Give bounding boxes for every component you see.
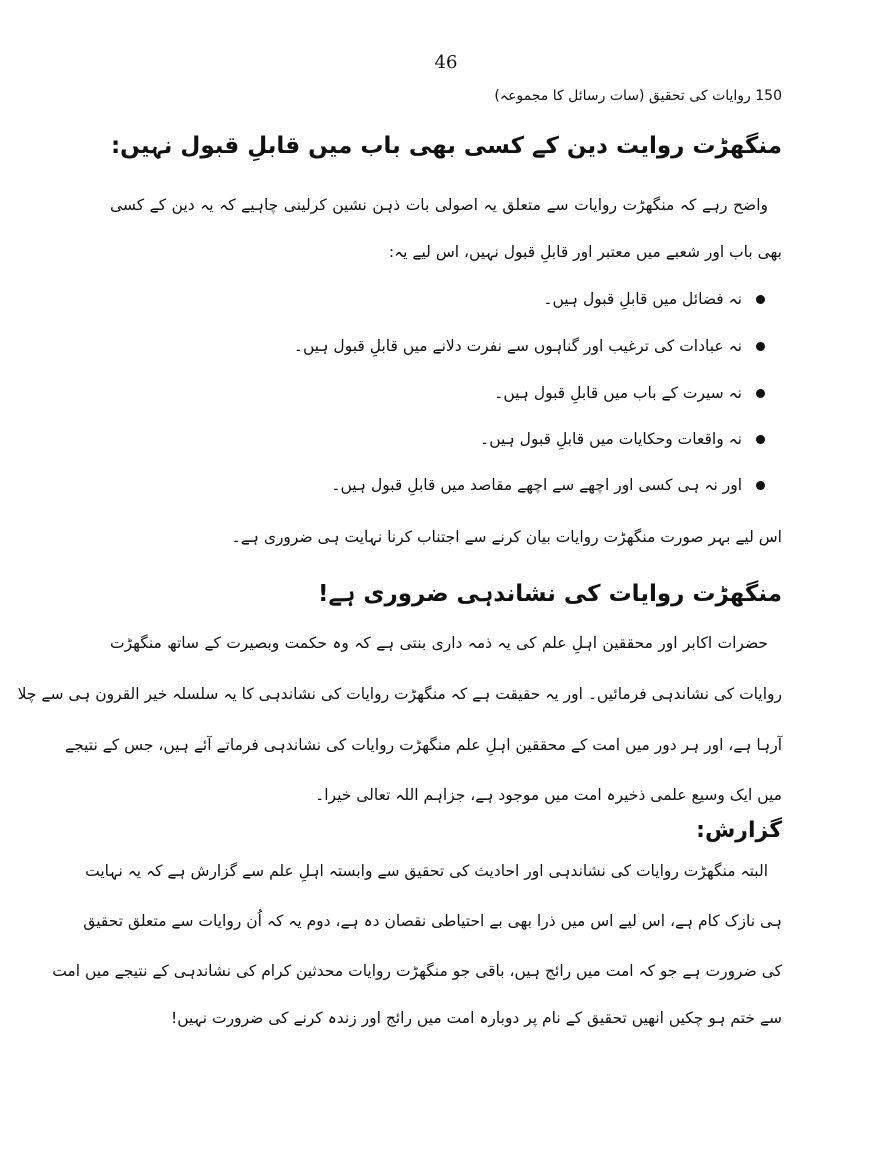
list-item bbox=[543, 290, 765, 308]
list-item bbox=[494, 384, 765, 402]
bullet-icon bbox=[756, 435, 765, 444]
list-item bbox=[294, 337, 765, 355]
bullet-icon bbox=[756, 342, 765, 351]
paragraph-line: اس لیے بہر صورت منگھڑت روایات بیان کرنے سے اجتناب کرنا نہایت ہی ضروری ہے۔ bbox=[231, 528, 782, 546]
running-header: 150 روایات کی تحقیق (سات رسائل کا مجموعہ) bbox=[494, 88, 782, 104]
page-number: 46 bbox=[434, 52, 458, 73]
section-heading-identification-necessary: منگھڑت روایات کی نشاندہی ضروری ہے! bbox=[317, 581, 782, 607]
paragraph-line: واضح رہے کہ منگھڑت روایات سے متعلق یہ اصولی بات ذہن نشین کرلینی چاہیے کہ یہ دین کے کسی bbox=[110, 196, 768, 214]
list-item-text: نہ سیرت کے باب میں قابلِ قبول ہیں۔ bbox=[494, 384, 742, 402]
paragraph-line: حضرات اکابر اور محققین اہلِ علم کی یہ ذمہ داری بنتی ہے کہ وہ حکمت وبصیرت کے ساتھ منگھڑت bbox=[110, 634, 768, 652]
paragraph-line: سے ختم ہو چکیں انھیں تحقیق کے نام پر دوبارہ امت میں رائج اور زندہ کرنے کی ضرورت نہیں! bbox=[171, 1009, 782, 1027]
section-heading-request: گزارش: bbox=[696, 818, 782, 843]
list-item-text: نہ واقعات وحکایات میں قابلِ قبول ہیں۔ bbox=[480, 430, 742, 448]
paragraph-line: بھی باب اور شعبے میں معتبر اور قابلِ قبول نہیں، اس لیے یہ: bbox=[388, 243, 782, 261]
list-item-text: نہ فضائل میں قابلِ قبول ہیں۔ bbox=[543, 290, 742, 308]
list-item bbox=[480, 430, 765, 448]
bullet-icon bbox=[756, 389, 765, 398]
paragraph-line: آرہا ہے، اور ہر دور میں امت کے محققین اہلِ علم منگھڑت روایات کی نشاندہی فرماتے آئے ہیں، جس کے نتیجے bbox=[65, 736, 782, 754]
paragraph-line: روایات کی نشاندہی فرمائیں۔ اور یہ حقیقت ہے کہ منگھڑت روایات کی نشاندہی کا یہ سلسلہ خیر القرون ہی سے چلا bbox=[17, 685, 782, 703]
list-item-text: نہ عبادات کی ترغیب اور گناہوں سے نفرت دلانے میں قابلِ قبول ہیں۔ bbox=[293, 337, 742, 355]
bullet-icon bbox=[756, 481, 765, 490]
bullet-icon bbox=[756, 295, 765, 304]
paragraph-line: کی ضرورت ہے جو کہ امت میں رائج ہیں، باقی جو منگھڑت روایات محدثین کرام کی نشاندہی کے نتیجے میں امت bbox=[52, 962, 782, 980]
list-item-text: اور نہ ہی کسی اور اچھے سے اچھے مقاصد میں قابلِ قبول ہیں۔ bbox=[331, 476, 742, 494]
list-item bbox=[331, 476, 765, 494]
paragraph-line: البتہ منگھڑت روایات کی نشاندہی اور احادیث کی تحقیق سے وابستہ اہلِ علم سے گزارش ہے کہ یہ نہایت bbox=[85, 862, 768, 880]
section-heading-fabricated-not-accepted: منگھڑت روایت دین کے کسی بھی باب میں قابلِ قبول نہیں: bbox=[110, 133, 782, 159]
paragraph-line: ہی نازک کام ہے، اس لیے اس میں ذرا بھی بے احتیاطی نقصان دہ ہے، دوم یہ کہ اُن روایات سے متعلق تحقیق bbox=[83, 912, 782, 930]
paragraph-line: میں ایک وسیع علمی ذخیرہ امت میں موجود ہے، جزاہم اللہ تعالی خیرا۔ bbox=[315, 786, 782, 804]
